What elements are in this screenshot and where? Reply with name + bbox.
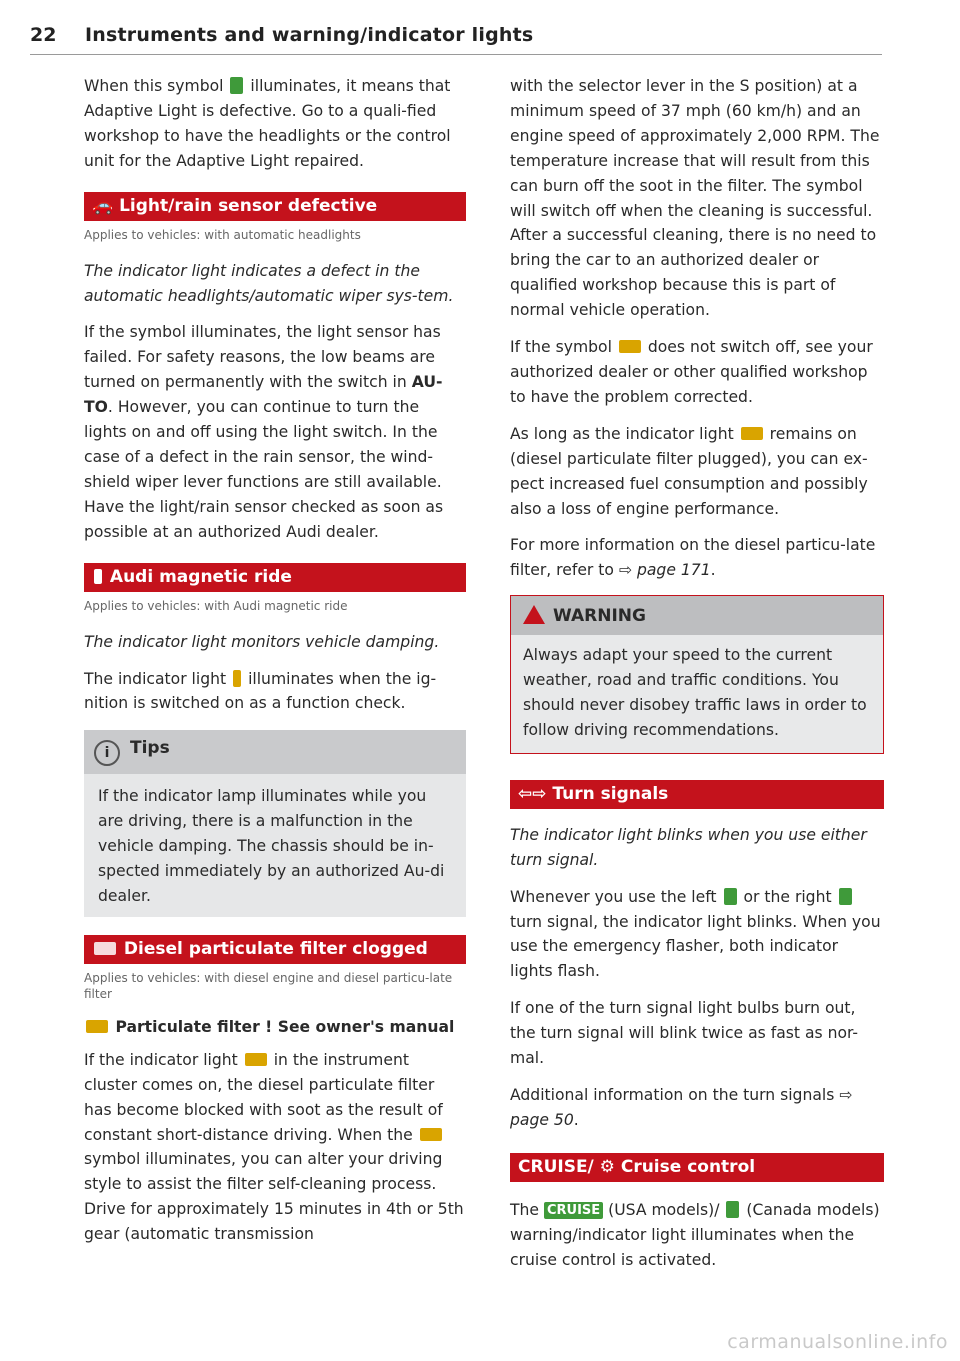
adaptive-light-paragraph: When this symbol illuminates, it means that Adaptive Light is defective. Go to a quali-fied workshop to have the headlights or the control unit for the Adaptive Light repaired. xyxy=(84,77,451,170)
diesel-filter-inline-icon-2 xyxy=(420,1128,442,1141)
page-header xyxy=(30,24,882,55)
magnetic-ride-body: The indicator light illuminates when the ig-nition is switched on as a function check. xyxy=(84,669,437,713)
magnetic-ride-icon xyxy=(94,569,102,584)
watermark: carmanualsonline.info xyxy=(727,1331,948,1353)
turn-signals-body: Whenever you use the left or the right turn signal, the indicator light blinks. When you use the emergency flasher, both indicator lights flash. xyxy=(510,887,881,981)
right-turn-signal-icon xyxy=(839,888,852,905)
warning-body: Always adapt your speed to the current weather, road and traffic conditions. You should never disobey traffic laws in order to follow driving recommendations. xyxy=(511,635,883,753)
magnetic-ride-summary: The indicator light monitors vehicle damping. xyxy=(84,632,440,651)
diesel-filter-continued: with the selector lever in the S position) at a minimum speed of 37 mph (60 km/h) and an engine speed of approximately 2,000 RPM. The temperature increase that will result from this can burn off the soot in the filter. The symbol will switch off when the cleaning is successful. After a successful cleaning, there is no need to bring the car to an authorized dealer or qualified workshop because this is part of normal vehicle operation. xyxy=(510,77,880,320)
page-171-link[interactable]: ⇨ page 171 xyxy=(618,561,711,580)
page-title: Instruments and warning/indicator lights xyxy=(85,24,534,46)
diesel-filter-body: If the indicator light in the instrument cluster comes on, the diesel particulate filter has become blocked with soot as the result of constant short-distance driving. When the symbol illuminates, you can alter your driving style to assist the filter self-cleaning process. Drive for approximately 15 minutes in 4th or 5th gear (automatic transmission xyxy=(84,1050,464,1244)
warning-box xyxy=(510,595,884,754)
diesel-filter-subhead: Particulate filter ! See owner's manual xyxy=(84,1018,466,1036)
turn-signals-summary: The indicator light blinks when you use either turn signal. xyxy=(510,825,867,869)
diesel-filter-heading: Diesel particulate filter clogged xyxy=(84,935,466,964)
page-50-link[interactable]: ⇨ page 50 xyxy=(510,1086,853,1129)
page-number: 22 xyxy=(30,24,57,46)
diesel-filter-inline-icon xyxy=(245,1053,267,1066)
left-turn-signal-icon xyxy=(724,888,737,905)
turn-signals-bulb-paragraph: If one of the turn signal light bulbs burn out, the turn signal will blink twice as fast as nor-mal. xyxy=(510,999,859,1068)
cruise-badge-icon: CRUISE xyxy=(544,1202,603,1219)
left-column xyxy=(84,74,466,1259)
rain-sensor-body: If the symbol illuminates, the light sensor has failed. For safety reasons, the low beams are turned on permanently with the switch in AU-TO. However, you can continue to turn the lights on and off using the light switch. In the case of a defect in the rain sensor, the wind-shield wiper lever functions are still available. Have the light/rain sensor checked as soon as possible at an authorized Audi dealer. xyxy=(84,323,444,541)
rain-sensor-applies: Applies to vehicles: with automatic headlights xyxy=(84,227,361,242)
tips-heading: i Tips xyxy=(84,730,466,774)
diesel-filter-icon xyxy=(94,942,116,955)
right-column xyxy=(510,74,884,1285)
tips-box xyxy=(84,730,466,917)
rain-sensor-icon: 🚗 xyxy=(92,195,114,216)
rain-sensor-heading: 🚗 Light/rain sensor defective xyxy=(84,192,466,221)
diesel-filter-symbol-paragraph: If the symbol does not switch off, see your authorized dealer or other qualified workshop to have the problem corrected. xyxy=(510,338,873,406)
cruise-control-body: The CRUISE (USA models)/ (Canada models) warning/indicator light illuminates when the cruise control is activated. xyxy=(510,1200,880,1269)
cruise-control-heading: CRUISE/ ⚙ Cruise control xyxy=(510,1153,884,1182)
turn-signals-reference: Additional information on the turn signals ⇨ page 50. xyxy=(510,1086,853,1129)
diesel-filter-badge-icon xyxy=(86,1020,108,1033)
magnetic-ride-applies: Applies to vehicles: with Audi magnetic ride xyxy=(84,598,348,613)
magnetic-ride-heading: Audi magnetic ride xyxy=(84,563,466,592)
diesel-filter-reference: For more information on the diesel particu-late filter, refer to ⇨ page 171. xyxy=(510,536,876,580)
cruise-canada-icon xyxy=(726,1201,739,1218)
diesel-filter-applies: Applies to vehicles: with diesel engine and diesel particu-late filter xyxy=(84,970,453,1001)
adaptive-light-icon xyxy=(230,77,243,94)
warning-triangle-icon xyxy=(523,605,545,624)
tips-body: If the indicator lamp illuminates while you are driving, there is a malfunction in the vehicle damping. The chassis should be in-spected immediately by an authorized Au-di dealer. xyxy=(84,774,466,917)
diesel-filter-consumption-paragraph: As long as the indicator light remains on (diesel particulate filter plugged), you can ex-pect increased fuel consumption and possibly also a loss of engine performance. xyxy=(510,424,868,518)
diesel-filter-symbol-icon xyxy=(619,340,641,353)
magnetic-ride-indicator-icon xyxy=(233,670,241,687)
warning-heading: WARNING xyxy=(511,596,883,635)
diesel-filter-light-icon xyxy=(741,427,763,440)
info-icon: i xyxy=(94,740,120,766)
rain-sensor-summary: The indicator light indicates a defect in the automatic headlights/automatic wiper sys-tem. xyxy=(84,261,454,305)
turn-signals-heading: ⇦⇨ Turn signals xyxy=(510,780,884,809)
